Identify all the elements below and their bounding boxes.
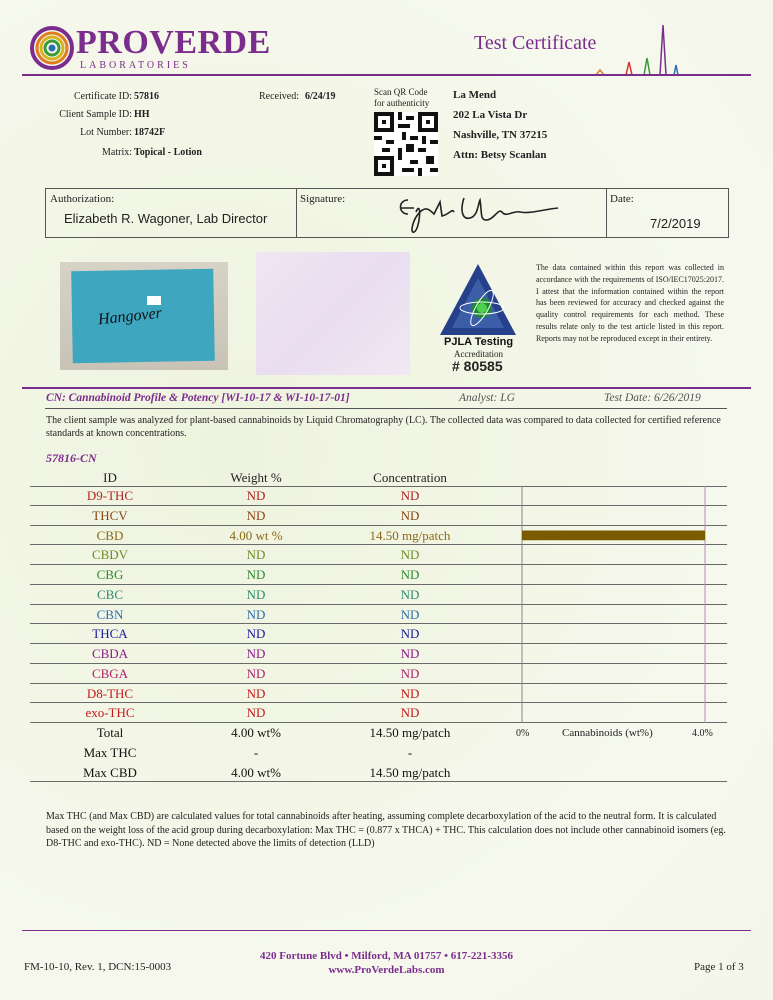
row-id: CBN [96, 606, 124, 622]
header-concentration: Concentration [373, 470, 447, 485]
certificate-id-label: Certificate ID: [73, 91, 132, 102]
row-id: THCV [92, 507, 128, 523]
pjla-title: PJLA Testing [444, 336, 514, 348]
matrix-value: Topical - Lotion [134, 147, 202, 158]
row-id: exo-THC [85, 705, 135, 721]
chart-xmin-label: 0% [516, 728, 530, 739]
row-id: CBDV [91, 547, 129, 563]
row-concentration: ND [400, 705, 420, 721]
header-id: ID [103, 470, 117, 485]
row-weight: 4.00 wt % [229, 527, 283, 543]
iso-statement: The data contained within this report was collected in accordance with the requirements of ISO/IEC17025:2017. I attest that the information contained within the report has been reviewed for accuracy and checked against the quality control requirements for each method. These results relate only to the test article listed in this report. Reports may not be reproduced except in their entirety. [536, 263, 724, 343]
qr-code-icon[interactable] [374, 112, 438, 176]
row-weight: ND [246, 705, 266, 721]
matrix-label: Matrix: [102, 147, 132, 158]
client-attn: Attn: Betsy Scanlan [453, 149, 547, 161]
authorization-label: Authorization: [50, 193, 115, 205]
totals-id: Max CBD [83, 764, 137, 780]
row-concentration: ND [400, 547, 420, 563]
row-id: D9-THC [86, 488, 134, 503]
lot-number-label: Lot Number: [80, 127, 132, 138]
form-id: FM-10-10, Rev. 1, DCN:15-0003 [24, 961, 172, 973]
signature-image [390, 190, 570, 234]
row-concentration: ND [400, 665, 420, 681]
authorization-value: Elizabeth R. Wagoner, Lab Director [64, 211, 268, 226]
qr-caption-line1: Scan QR Code [374, 87, 428, 97]
row-concentration: ND [400, 626, 420, 642]
totals-id: Total [96, 725, 124, 740]
totals-concentration: 14.50 mg/patch [369, 725, 451, 740]
pjla-accreditation-icon [438, 262, 518, 337]
row-concentration: ND [400, 685, 420, 701]
received-value: 6/24/19 [305, 91, 336, 102]
row-weight: ND [246, 547, 266, 563]
footnote: Max THC (and Max CBD) are calculated values for total cannabinoids after heating, assuming complete decarboxylation of the acid to the neutral form. It is calculated based on the weight loss of the acid group during decarboxylation: Max THC = (0.877 x THCA) + THC. This calculation does not include other cannabinoid isomers (eg. D8-THC and exo-THC). ND = None detected above the limits of detection (LLD) [46, 811, 726, 849]
row-concentration: ND [400, 507, 420, 523]
brand-subtitle: LABORATORIES [80, 60, 191, 71]
row-concentration: ND [400, 488, 420, 503]
brand-name: PROVERDE [76, 24, 271, 61]
row-id: THCA [92, 626, 128, 642]
header-weight: Weight % [230, 470, 282, 485]
sample-id: 57816-CN [46, 451, 97, 465]
row-concentration: ND [400, 646, 420, 661]
totals-row [30, 763, 727, 783]
row-weight: ND [246, 626, 266, 642]
totals-weight: 4.00 wt% [231, 725, 281, 740]
row-weight: ND [246, 606, 266, 622]
client-street: 202 La Vista Dr [453, 109, 528, 121]
section-description: The client sample was analyzed for plant-based cannabinoids by Liquid Chromatography (LC). The collected data was compared to data collected for certified reference standards at known concentrations. [46, 415, 721, 439]
page-title: Test Certificate [474, 32, 597, 54]
sample-photo [60, 262, 228, 370]
test-date: Test Date: 6/26/2019 [604, 392, 701, 404]
row-concentration: ND [400, 606, 420, 622]
totals-weight: 4.00 wt% [231, 764, 281, 780]
row-weight: ND [246, 665, 266, 681]
row-id: CBD [96, 527, 124, 543]
pjla-subtitle: Accreditation [454, 349, 503, 359]
row-weight: ND [246, 646, 266, 661]
client-city: Nashville, TN 37215 [453, 129, 548, 141]
row-id: CBGA [91, 665, 129, 681]
section-heading: CN: Cannabinoid Profile & Potency [WI-10-17 & WI-10-17-01] [46, 392, 350, 404]
row-weight: ND [246, 685, 266, 701]
totals-concentration: - [407, 744, 413, 760]
lot-number-value: 18742F [134, 127, 166, 138]
row-concentration: ND [400, 567, 420, 582]
pjla-number: # 80585 [452, 358, 503, 374]
row-concentration: ND [400, 586, 420, 602]
footer-address: 420 Fortune Blvd • Milford, MA 01757 • 617-221-3356 [259, 950, 514, 962]
totals-concentration: 14.50 mg/patch [369, 764, 451, 780]
signature-label: Signature: [300, 193, 346, 205]
row-concentration: 14.50 mg/patch [369, 527, 451, 543]
date-label: Date: [610, 193, 634, 205]
row-id: D8-THC [86, 685, 134, 701]
analyst: Analyst: LG [459, 392, 515, 404]
chart-xlabel: Cannabinoids (wt%) [562, 727, 653, 739]
chart-xmax-label: 4.0% [692, 728, 713, 739]
qr-caption-line2: for authenticity [374, 98, 430, 108]
chart-bar [522, 531, 705, 541]
client-sample-id-value: HH [134, 109, 150, 120]
row-weight: ND [246, 507, 266, 523]
row-id: CBDA [91, 646, 129, 661]
client-name: La Mend [453, 89, 497, 101]
totals-id: Max THC [83, 744, 137, 760]
date-value: 7/2/2019 [650, 216, 701, 231]
table-header-row [30, 468, 727, 487]
sample-material-photo [256, 252, 410, 375]
row-id: CBG [96, 567, 124, 582]
row-weight: ND [246, 488, 266, 503]
row-weight: ND [246, 586, 266, 602]
received-label: Received: [259, 91, 299, 102]
footer-website[interactable]: www.ProVerdeLabs.com [328, 964, 445, 976]
sample-photo-label: Hangover [97, 304, 163, 329]
proverde-logo-icon [30, 26, 74, 70]
certificate-id-value: 57816 [134, 91, 159, 102]
totals-weight: - [253, 744, 259, 760]
page-number: Page 1 of 3 [694, 961, 744, 973]
row-weight: ND [246, 567, 266, 582]
cannabinoid-chart [512, 486, 727, 746]
chromatogram-icon [586, 20, 751, 78]
row-id: CBC [96, 586, 123, 602]
client-sample-id-label: Client Sample ID: [59, 109, 132, 120]
